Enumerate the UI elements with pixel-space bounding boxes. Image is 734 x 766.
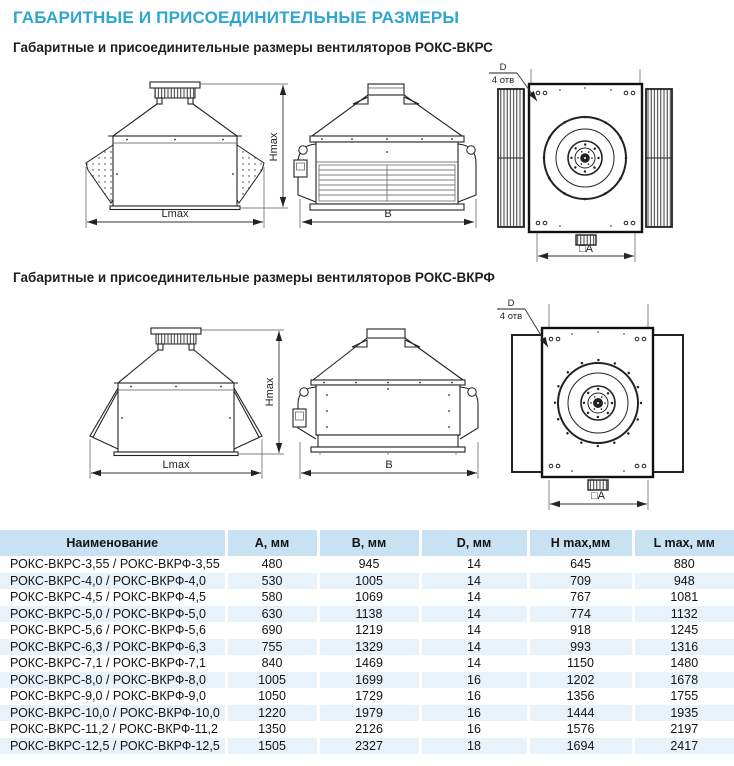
dimension-value-cell: 14 [420,655,528,672]
dimension-value-cell: 918 [528,622,633,639]
table-row [0,589,734,606]
col-header-hmax: Н max,мм [528,530,633,556]
vkrs-side-view [86,82,288,228]
dimension-value-cell: 16 [420,688,528,705]
dimension-value-cell: 1005 [226,672,318,689]
dimension-value-cell: 14 [420,622,528,639]
model-name-cell: РОКС-ВКРС-8,0 / РОКС-ВКРФ-8,0 [0,672,226,689]
dimensions-table [0,530,734,754]
vkrf-top-view [497,298,683,510]
dimension-value-cell: 1050 [226,688,318,705]
dimension-value-cell: 1081 [633,589,734,606]
dimension-value-cell: 580 [226,589,318,606]
dimension-value-cell: 1069 [318,589,420,606]
dim-label-lmax-vkrs: Lmax [161,208,189,220]
dimension-value-cell: 14 [420,606,528,623]
col-header-a: А, мм [226,530,318,556]
dimension-value-cell: 2126 [318,721,420,738]
dimension-value-cell: 1219 [318,622,420,639]
dimension-value-cell: 1694 [528,738,633,755]
dimension-value-cell: 690 [226,622,318,639]
dimension-value-cell: 1480 [633,655,734,672]
dimension-value-cell: 1729 [318,688,420,705]
table-row [0,622,734,639]
model-name-cell: РОКС-ВКРС-10,0 / РОКС-ВКРФ-10,0 [0,705,226,722]
dim-label-b-vkrf: B [385,459,393,471]
dimension-value-cell: 709 [528,573,633,590]
dimension-value-cell: 1469 [318,655,420,672]
dim-label-holes-vkrs: 4 отв [491,75,515,86]
subtitle-vkrs: Габаритные и присоединительные размеры вентиляторов РОКС-ВКРС [13,40,493,55]
table-row [0,705,734,722]
dimension-value-cell: 1678 [633,672,734,689]
table-row [0,721,734,738]
dimension-value-cell: 767 [528,589,633,606]
dimension-value-cell: 2417 [633,738,734,755]
table-row [0,606,734,623]
vkrf-drawings [0,292,734,522]
model-name-cell: РОКС-ВКРС-4,5 / РОКС-ВКРФ-4,5 [10,590,206,604]
model-name-cell: РОКС-ВКРС-3,55 / РОКС-ВКРФ-3,55 [10,557,220,571]
dimension-value-cell: 1316 [633,639,734,656]
dimension-value-cell: 1132 [633,606,734,623]
dim-label-holes-vkrf: 4 отв [499,311,523,322]
vkrs-drawings [0,59,734,265]
dimension-value-cell: 1935 [633,705,734,722]
dim-label-hmax-vkrs: Hmax [268,132,280,162]
dim-label-d-vkrf: D [507,298,515,309]
dimension-value-cell: 1576 [528,721,633,738]
dimension-value-cell: 1350 [226,721,318,738]
dimension-value-cell: 1245 [633,622,734,639]
dimension-value-cell: 16 [420,672,528,689]
table-row [0,573,734,590]
model-name-cell: РОКС-ВКРС-7,1 / РОКС-ВКРФ-7,1 [10,656,206,670]
page-title: ГАБАРИТНЫЕ И ПРИСОЕДИНИТЕЛЬНЫЕ РАЗМЕРЫ [13,8,460,27]
table-row [0,655,734,672]
col-header-name: Наименование [0,530,226,556]
dimension-value-cell: 880 [633,556,734,573]
dimension-value-cell: 14 [420,639,528,656]
dim-label-b-vkrs: B [384,208,392,220]
col-header-b: В, мм [318,530,420,556]
col-header-d: D, мм [420,530,528,556]
dimension-value-cell: 16 [420,705,528,722]
dimension-value-cell: 755 [226,639,318,656]
vkrf-side-view [90,328,284,479]
vkrf-front-view [293,329,478,479]
dimension-value-cell: 14 [420,589,528,606]
dimension-value-cell: 16 [420,721,528,738]
dimension-value-cell: 1329 [318,639,420,656]
model-name-cell: РОКС-ВКРС-4,0 / РОКС-ВКРФ-4,0 [0,573,226,590]
dim-label-lmax-vkrf: Lmax [162,459,190,471]
dimension-value-cell: 14 [420,556,528,573]
dimension-value-cell: 840 [226,655,318,672]
dimension-value-cell: 1699 [318,672,420,689]
vkrs-top-view [489,62,672,262]
dimension-value-cell: 1979 [318,705,420,722]
dim-label-d-vkrs: D [499,62,507,73]
subtitle-vkrf: Габаритные и присоединительные размеры вентиляторов РОКС-ВКРФ [13,270,495,285]
model-name-cell: РОКС-ВКРС-12,5 / РОКС-ВКРФ-12,5 [0,738,226,755]
table-row [0,556,734,573]
vkrs-front-view [294,84,476,228]
dimension-value-cell: 14 [420,573,528,590]
dimension-value-cell: 945 [318,556,420,573]
dimension-value-cell: 1138 [318,606,420,623]
model-name-cell: РОКС-ВКРС-6,3 / РОКС-ВКРФ-6,3 [0,639,226,656]
dimension-value-cell: 645 [528,556,633,573]
dimension-value-cell: 18 [420,738,528,755]
dimension-value-cell: 1005 [318,573,420,590]
dim-label-a-vkrf: □A [591,490,605,502]
col-header-lmax: L max, мм [633,530,734,556]
model-name-cell: РОКС-ВКРС-11,2 / РОКС-ВКРФ-11,2 [10,722,218,736]
dimension-value-cell: 1356 [528,688,633,705]
dimension-value-cell: 530 [226,573,318,590]
dimension-value-cell: 948 [633,573,734,590]
dimension-value-cell: 1202 [528,672,633,689]
dimension-value-cell: 1150 [528,655,633,672]
dimension-value-cell: 1220 [226,705,318,722]
dimension-value-cell: 2197 [633,721,734,738]
dimension-value-cell: 630 [226,606,318,623]
model-name-cell: РОКС-ВКРС-5,6 / РОКС-ВКРФ-5,6 [10,623,206,637]
table-row [0,672,734,689]
table-row [0,688,734,705]
table-row [0,639,734,656]
dimension-value-cell: 2327 [318,738,420,755]
dimension-value-cell: 774 [528,606,633,623]
dim-label-hmax-vkrf: Hmax [264,377,276,407]
dimension-value-cell: 1444 [528,705,633,722]
dimension-value-cell: 1755 [633,688,734,705]
table-row [0,738,734,755]
dimension-value-cell: 1505 [226,738,318,755]
dimension-value-cell: 480 [226,556,318,573]
dim-label-a-vkrs: □A [579,243,593,255]
table-header-row [0,530,734,556]
catalog-page [0,8,734,766]
model-name-cell: РОКС-ВКРС-5,0 / РОКС-ВКРФ-5,0 [0,606,226,623]
dimension-value-cell: 993 [528,639,633,656]
model-name-cell: РОКС-ВКРС-9,0 / РОКС-ВКРФ-9,0 [10,689,206,703]
